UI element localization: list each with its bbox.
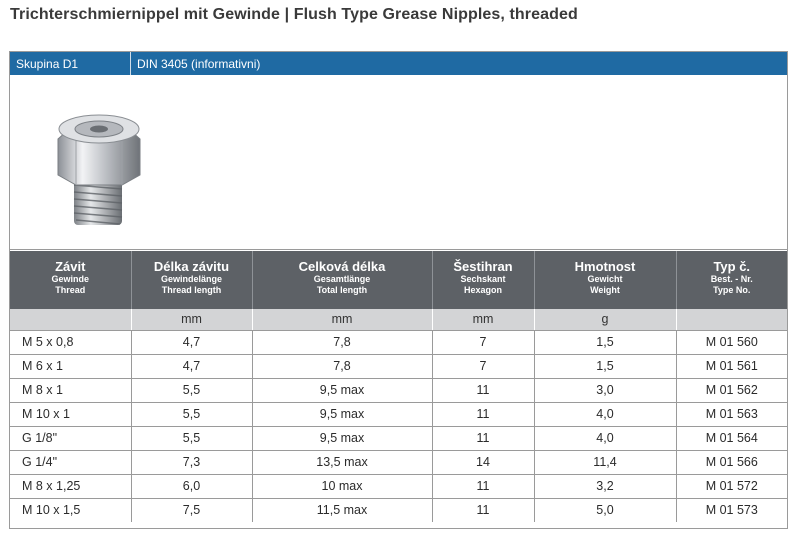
header-de: Gewicht	[587, 274, 623, 284]
hexagon-cell: 14	[432, 450, 534, 474]
header-de: Best. - Nr.	[710, 274, 753, 284]
column-header	[131, 251, 252, 309]
thread-cell: G 1/4"	[10, 450, 131, 474]
hexagon-cell: 11	[432, 378, 534, 402]
thread-cell: M 8 x 1	[10, 378, 131, 402]
weight-cell: 5,0	[534, 498, 676, 522]
header-cz: Délka závitu	[153, 259, 230, 274]
product-image-area	[10, 75, 787, 250]
thread-cell: M 6 x 1	[10, 354, 131, 378]
group-bar	[10, 52, 787, 75]
unit-cell	[10, 309, 131, 330]
total-length-cell: 9,5 max	[252, 402, 432, 426]
unit-cell: mm	[432, 309, 534, 330]
table-row	[10, 498, 787, 522]
header-en: Total length	[316, 285, 368, 295]
thread-length-cell: 4,7	[131, 354, 252, 378]
column-header	[252, 251, 432, 309]
column-header	[676, 251, 787, 309]
type-number-cell: M 01 563	[676, 402, 787, 426]
weight-cell: 4,0	[534, 426, 676, 450]
header-cz: Hmotnost	[574, 259, 636, 274]
header-en: Thread length	[161, 285, 222, 295]
table-row	[10, 330, 787, 354]
norm-label: DIN 3405 (informativni)	[137, 56, 261, 71]
thread-cell: M 10 x 1	[10, 402, 131, 426]
unit-cell: mm	[131, 309, 252, 330]
table-row	[10, 354, 787, 378]
total-length-cell: 9,5 max	[252, 426, 432, 450]
total-length-cell: 10 max	[252, 474, 432, 498]
header-de: Gewindelänge	[160, 274, 222, 284]
total-length-cell: 11,5 max	[252, 498, 432, 522]
thread-cell: M 8 x 1,25	[10, 474, 131, 498]
thread-cell: M 10 x 1,5	[10, 498, 131, 522]
total-length-cell: 13,5 max	[252, 450, 432, 474]
table-row	[10, 474, 787, 498]
header-de: Gewinde	[51, 274, 89, 284]
thread-length-cell: 4,7	[131, 330, 252, 354]
total-length-cell: 7,8	[252, 354, 432, 378]
product-sheet	[9, 51, 788, 529]
hexagon-cell: 11	[432, 474, 534, 498]
type-number-cell: M 01 560	[676, 330, 787, 354]
grease-nipple-photo	[46, 109, 150, 231]
thread-length-cell: 5,5	[131, 402, 252, 426]
total-length-cell: 9,5 max	[252, 378, 432, 402]
unit-cell	[676, 309, 787, 330]
weight-cell: 1,5	[534, 354, 676, 378]
hexagon-cell: 11	[432, 498, 534, 522]
type-number-cell: M 01 566	[676, 450, 787, 474]
table-row	[10, 378, 787, 402]
thread-length-cell: 7,3	[131, 450, 252, 474]
thread-cell: G 1/8"	[10, 426, 131, 450]
hexagon-cell: 7	[432, 330, 534, 354]
weight-cell: 11,4	[534, 450, 676, 474]
header-de: Sechskant	[460, 274, 506, 284]
header-cz: Šestihran	[453, 259, 513, 274]
type-number-cell: M 01 572	[676, 474, 787, 498]
table-row	[10, 402, 787, 426]
total-length-cell: 7,8	[252, 330, 432, 354]
hexagon-cell: 7	[432, 354, 534, 378]
column-header	[10, 251, 131, 309]
header-en: Type No.	[713, 285, 751, 295]
column-header	[534, 251, 676, 309]
units-row	[10, 309, 787, 330]
thread-length-cell: 6,0	[131, 474, 252, 498]
column-header	[432, 251, 534, 309]
thread-length-cell: 5,5	[131, 378, 252, 402]
header-de: Gesamtlänge	[313, 274, 371, 284]
thread-length-cell: 5,5	[131, 426, 252, 450]
header-cz: Typ č.	[713, 259, 751, 274]
thread-length-cell: 7,5	[131, 498, 252, 522]
table-row	[10, 450, 787, 474]
hexagon-cell: 11	[432, 426, 534, 450]
group-label: Skupina D1	[10, 52, 131, 75]
table-row	[10, 426, 787, 450]
type-number-cell: M 01 562	[676, 378, 787, 402]
header-cz: Celková délka	[298, 259, 386, 274]
type-number-cell: M 01 573	[705, 503, 758, 518]
header-row	[10, 251, 787, 309]
weight-cell: 1,5	[534, 330, 676, 354]
unit-cell: g	[534, 309, 676, 330]
header-en: Thread	[55, 285, 86, 295]
page-title: Trichterschmiernippel mit Gewinde | Flush Type Grease Nipples, threaded	[10, 6, 578, 23]
thread-cell: M 5 x 0,8	[10, 330, 131, 354]
weight-cell: 3,2	[534, 474, 676, 498]
header-cz: Závit	[55, 259, 86, 274]
weight-cell: 4,0	[534, 402, 676, 426]
header-en: Weight	[590, 285, 620, 295]
type-number-cell: M 01 561	[676, 354, 787, 378]
header-en: Hexagon	[463, 285, 502, 295]
weight-cell: 3,0	[534, 378, 676, 402]
type-number-cell: M 01 564	[676, 426, 787, 450]
spec-table	[10, 251, 787, 522]
hexagon-cell: 11	[432, 402, 534, 426]
unit-cell: mm	[252, 309, 432, 330]
